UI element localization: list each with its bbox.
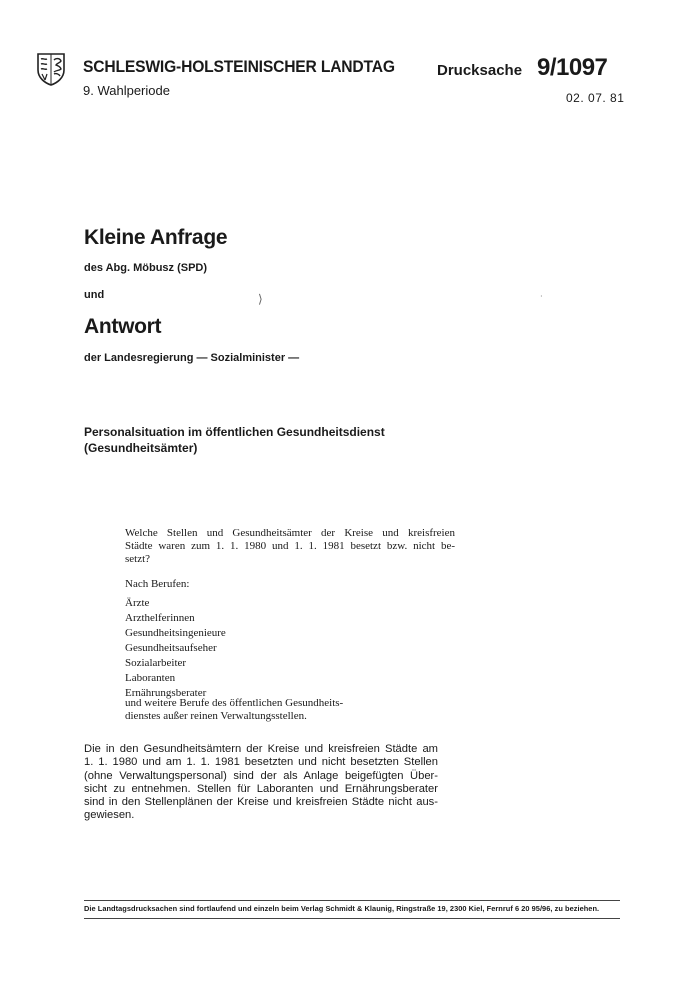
connector-text: und: [84, 289, 105, 301]
footer-note: Die Landtagsdrucksachen sind fortlaufend und einzeln beim Verlag Schmidt & Klaunig, Ringstraße 19, 2300 Kiel, Fernruf 6 20 95/96, zu beziehen.: [84, 904, 600, 913]
list-item: Gesundheitsaufseher: [125, 642, 217, 654]
question-line: Welche Stellen und Gesundheitsämter der Kreise und kreisfreien: [125, 527, 455, 539]
document-number: 9/1097: [537, 54, 608, 81]
other-professions-line: und weitere Berufe des öffentlichen Gesundheits-: [125, 697, 344, 709]
subject-line: (Gesundheitsämter): [84, 441, 198, 455]
responder-line: der Landesregierung — Sozialminister —: [84, 352, 300, 364]
answer-line: 1. 1. 1980 und am 1. 1. 1981 besetzten und nicht besetzten Stellen: [84, 756, 438, 769]
election-period: 9. Wahlperiode: [83, 83, 170, 98]
heading-kleine-anfrage: Kleine Anfrage: [84, 226, 228, 249]
list-item: Laboranten: [125, 672, 176, 684]
subject-line: Personalsituation im öffentlichen Gesundheitsdienst: [84, 425, 385, 439]
list-item: Gesundheitsingenieure: [125, 627, 226, 639]
scan-mark: ⟩: [258, 292, 263, 306]
document-label: Drucksache: [437, 62, 523, 79]
inquirer-line: des Abg. Möbusz (SPD): [84, 262, 208, 274]
answer-text: [84, 743, 438, 823]
answer-line: Die in den Gesundheitsämtern der Kreise und kreisfreien Städte am: [84, 743, 438, 755]
org-name: SCHLESWIG-HOLSTEINISCHER LANDTAG: [83, 57, 395, 76]
coat-of-arms-icon: [36, 52, 66, 86]
question-line: Städte waren zum 1. 1. 1980 und 1. 1. 1981 besetzt bzw. nicht be-: [125, 540, 455, 552]
list-item: Ärzte: [125, 597, 150, 609]
footer-rule-top: [84, 900, 620, 901]
list-item: Arzthelferinnen: [125, 612, 195, 624]
professions-list: [125, 596, 226, 701]
other-professions-text: [125, 697, 365, 723]
answer-line: sind in den Stellenplänen der Kreise und kreisfreien Städte nicht aus-: [84, 796, 438, 809]
list-item: Ernährungsberater: [125, 687, 207, 699]
subject-heading: [84, 424, 385, 456]
document-date: 02. 07. 81: [566, 91, 625, 105]
list-item: Sozialarbeiter: [125, 657, 187, 669]
professions-intro: Nach Berufen:: [125, 578, 190, 590]
answer-line: (ohne Verwaltungspersonal) sind der als Anlage beigefügten Über-: [84, 769, 438, 782]
other-professions-line: dienstes außer reinen Verwaltungsstellen.: [125, 710, 307, 722]
question-line: setzt?: [125, 553, 151, 565]
heading-antwort: Antwort: [84, 315, 162, 338]
answer-line: sicht zu entnehmen. Stellen für Laboranten und Ernährungsberater: [84, 782, 438, 795]
answer-line: gewiesen.: [84, 809, 135, 822]
question-text: [125, 527, 455, 566]
scan-mark: ·: [540, 292, 543, 301]
footer-rule-bottom: [84, 918, 620, 919]
